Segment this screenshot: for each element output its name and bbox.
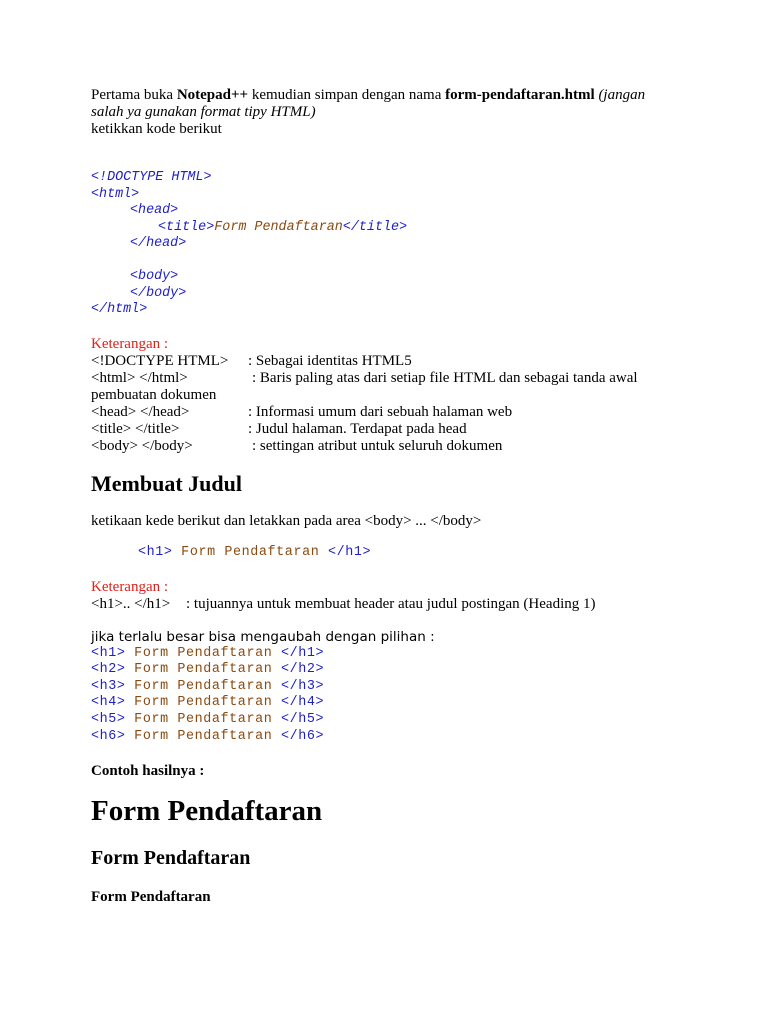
code-line (91, 662, 324, 679)
code-text: Form Pendaftaran (125, 646, 281, 661)
code-line (138, 545, 371, 562)
intro-notepad: Notepad++ (176, 87, 249, 103)
ket-desc: : settingan atribut untuk seluruh dokumen (252, 438, 503, 454)
code-line (91, 695, 324, 712)
code-text: Form Pendaftaran (125, 679, 281, 694)
code-tag: </h3> (281, 679, 325, 694)
ket-tag: <title> </title> (91, 421, 180, 437)
code-text: Form Pendaftaran (125, 712, 281, 727)
section-heading: Membuat Judul (91, 471, 242, 496)
code-line (91, 729, 324, 746)
intro-note: (jangan (594, 87, 646, 103)
example-h2: Form Pendaftaran (91, 847, 251, 869)
ket-tag: <head> </head> (91, 404, 190, 420)
ket-desc: : Sebagai identitas HTML5 (248, 353, 412, 369)
code-tag: </h1> (281, 646, 325, 661)
ket-desc: : Baris paling atas dari setiap file HTML dan sebagai tanda awal (252, 370, 638, 386)
code-tag: <h3> (91, 679, 126, 694)
code-tag: <h4> (91, 695, 126, 710)
code-line: <head> (130, 203, 179, 218)
ket-tag: <body> </body> (91, 438, 193, 454)
code-tag: </h6> (281, 729, 325, 744)
code-line: </html> (91, 302, 148, 317)
options-intro: jika terlalu besar bisa mengaubah dengan pilihan : (91, 629, 435, 645)
code-tag: <h5> (91, 712, 126, 727)
ket-desc: pembuatan dokumen (91, 387, 217, 403)
intro-text: kemudian simpan dengan nama (248, 87, 446, 103)
code-tag: </h1> (328, 545, 372, 560)
code-tag: <h1> (138, 545, 173, 560)
code-text: Form Pendaftaran (172, 545, 328, 560)
code-text: Form Pendaftaran (125, 695, 281, 710)
code-line (91, 679, 324, 696)
code-tag: </h5> (281, 712, 325, 727)
intro-line-1 (91, 87, 645, 104)
code-text: Form Pendaftaran (214, 220, 343, 235)
ket-desc: : tujuannya untuk membuat header atau judul postingan (Heading 1) (186, 596, 596, 612)
code-tag: <h2> (91, 662, 126, 677)
intro-filename: form-pendaftaran.html (445, 87, 595, 103)
code-tag: </h2> (281, 662, 325, 677)
code-tag: <h6> (91, 729, 126, 744)
keterangan-label: Keterangan : (91, 336, 169, 352)
code-line (91, 646, 324, 663)
code-text: Form Pendaftaran (125, 729, 281, 744)
code-text: Form Pendaftaran (125, 662, 281, 677)
example-h3: Form Pendaftaran (91, 889, 211, 905)
example-h1: Form Pendaftaran (91, 795, 323, 827)
section-intro: ketikaan kede berikut dan letakkan pada area <body> ... </body> (91, 513, 482, 529)
code-tag: <title> (158, 220, 215, 235)
code-line (158, 220, 407, 237)
code-tag: </title> (342, 220, 408, 235)
intro-line-3: ketikkan kode berikut (91, 121, 222, 137)
code-tag: </h4> (281, 695, 325, 710)
code-line: </body> (130, 286, 187, 301)
code-tag: <h1> (91, 646, 126, 661)
ket-desc: : Judul halaman. Terdapat pada head (248, 421, 467, 437)
intro-line-2: salah ya gunakan format tipy HTML) (91, 104, 316, 120)
code-line: <body> (130, 269, 179, 284)
code-line: <!DOCTYPE HTML> (91, 170, 212, 185)
ket-tag: <h1>.. </h1> (91, 596, 171, 612)
ket-tag: <html> </html> (91, 370, 188, 386)
example-label: Contoh hasilnya : (91, 763, 205, 779)
code-line: <html> (91, 187, 140, 202)
code-line: </head> (130, 236, 187, 251)
ket-tag: <!DOCTYPE HTML> (91, 353, 229, 369)
keterangan-label: Keterangan : (91, 579, 169, 595)
intro-text: Pertama buka (91, 87, 177, 103)
code-line (91, 712, 324, 729)
ket-desc: : Informasi umum dari sebuah halaman web (248, 404, 513, 420)
